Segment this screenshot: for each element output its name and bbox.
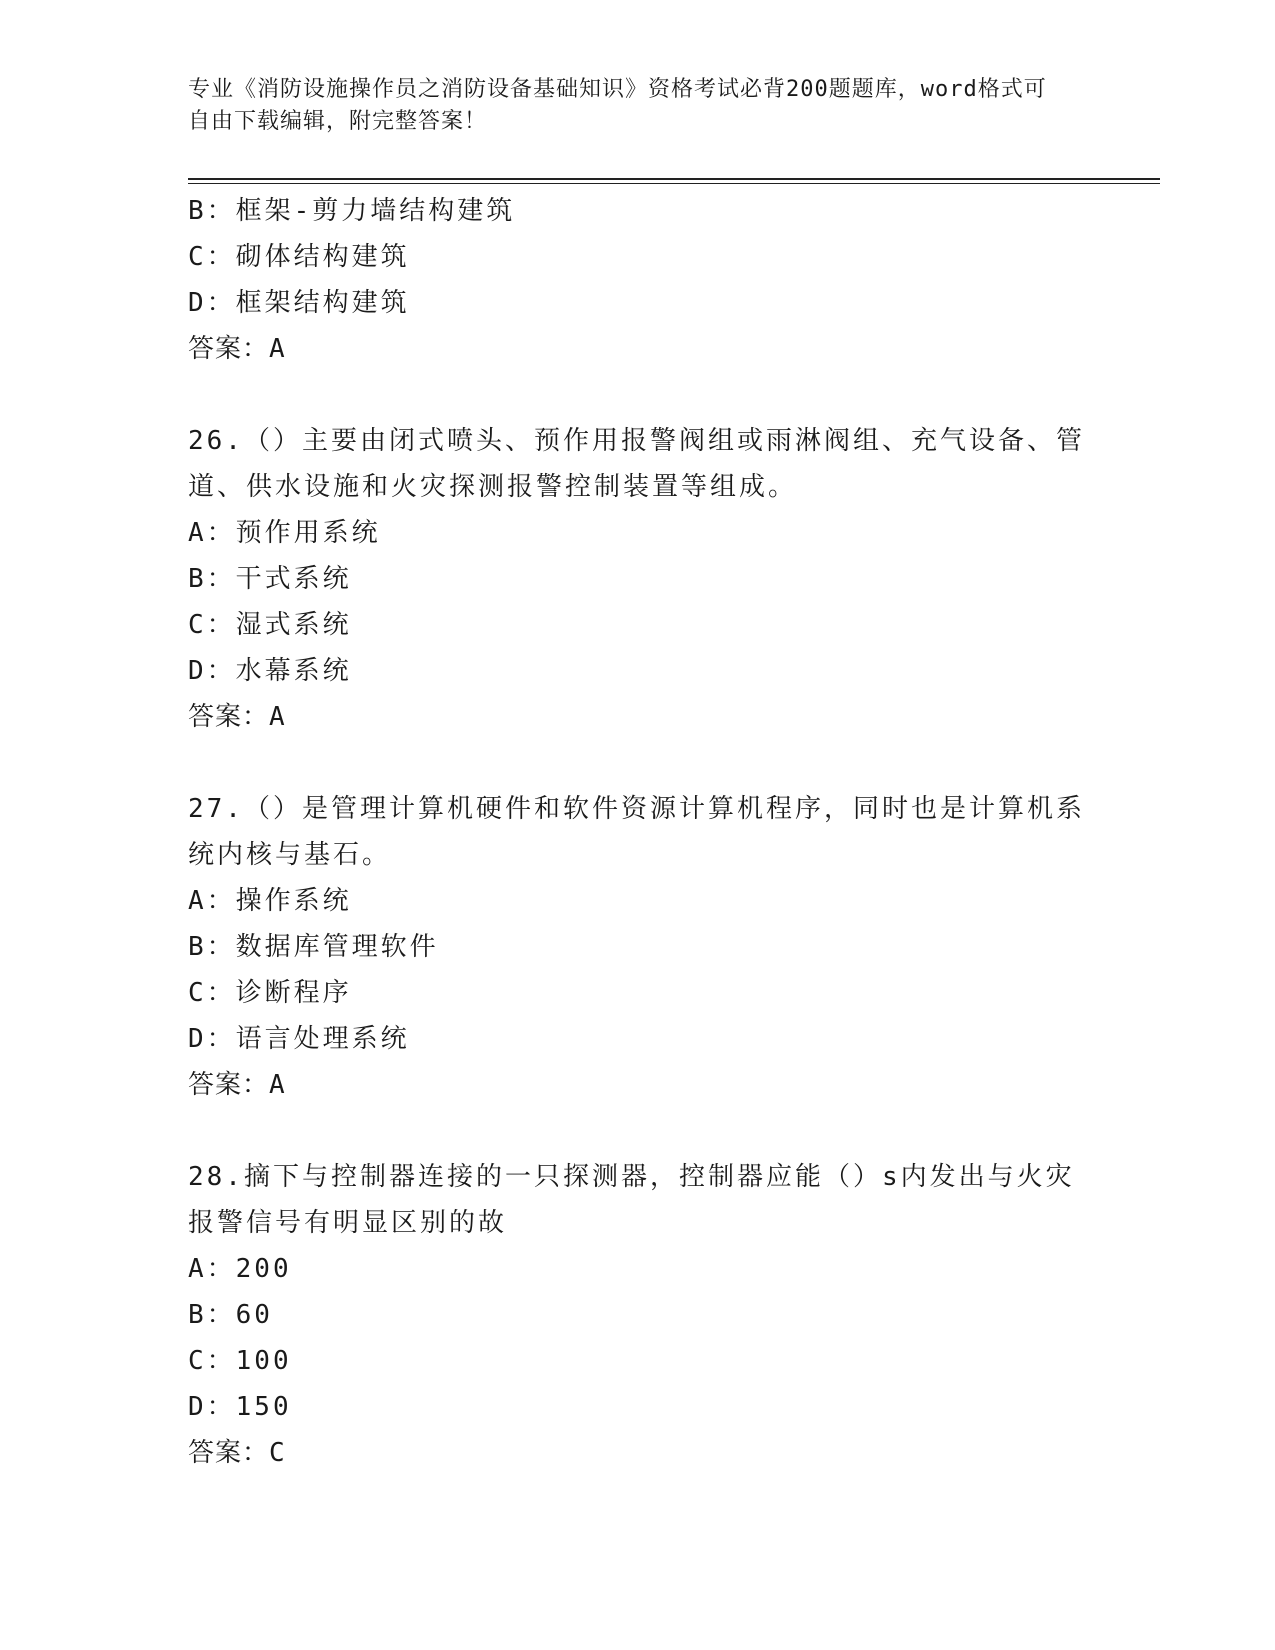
option-a: A：操作系统 — [188, 886, 352, 916]
answer-line: 答案：A — [188, 702, 286, 732]
option-d: D：框架结构建筑 — [188, 288, 410, 318]
document-header: 专业《消防设施操作员之消防设备基础知识》资格考试必背200题题库，word格式可自由下载编辑，附完整答案！ — [188, 77, 1047, 134]
question-text: 28.摘下与控制器连接的一只探测器，控制器应能（）s内发出与火灾报警信号有明显区别的故 — [188, 1162, 1075, 1238]
answer-line: 答案：A — [188, 334, 286, 364]
question-block-27 — [188, 786, 1088, 1108]
answer-line: 答案：C — [188, 1438, 286, 1468]
option-a: A：200 — [188, 1254, 292, 1284]
option-b: B：数据库管理软件 — [188, 932, 439, 962]
option-c: C：湿式系统 — [188, 610, 352, 640]
option-d: D：水幕系统 — [188, 656, 352, 686]
question-block-26 — [188, 418, 1088, 740]
answer-line: 答案：A — [188, 1070, 286, 1100]
question-text: 27.（）是管理计算机硬件和软件资源计算机程序，同时也是计算机系统内核与基石。 — [188, 794, 1085, 870]
option-d: D：150 — [188, 1392, 292, 1422]
question-list — [188, 188, 1088, 1476]
header-rule-thin — [188, 183, 1160, 184]
question-block-25 — [188, 188, 1088, 372]
header-rule-thick — [188, 178, 1160, 180]
question-block-28 — [188, 1154, 1088, 1476]
option-b: B：干式系统 — [188, 564, 352, 594]
option-c: C：砌体结构建筑 — [188, 242, 410, 272]
option-c: C：100 — [188, 1346, 292, 1376]
question-text: 26.（）主要由闭式喷头、预作用报警阀组或雨淋阀组、充气设备、管道、供水设施和火灾探测报警控制装置等组成。 — [188, 426, 1085, 502]
option-a: A：预作用系统 — [188, 518, 381, 548]
option-d: D：语言处理系统 — [188, 1024, 410, 1054]
option-c: C：诊断程序 — [188, 978, 352, 1008]
option-b: B：60 — [188, 1300, 273, 1330]
option-b: B：框架-剪力墙结构建筑 — [188, 196, 516, 226]
